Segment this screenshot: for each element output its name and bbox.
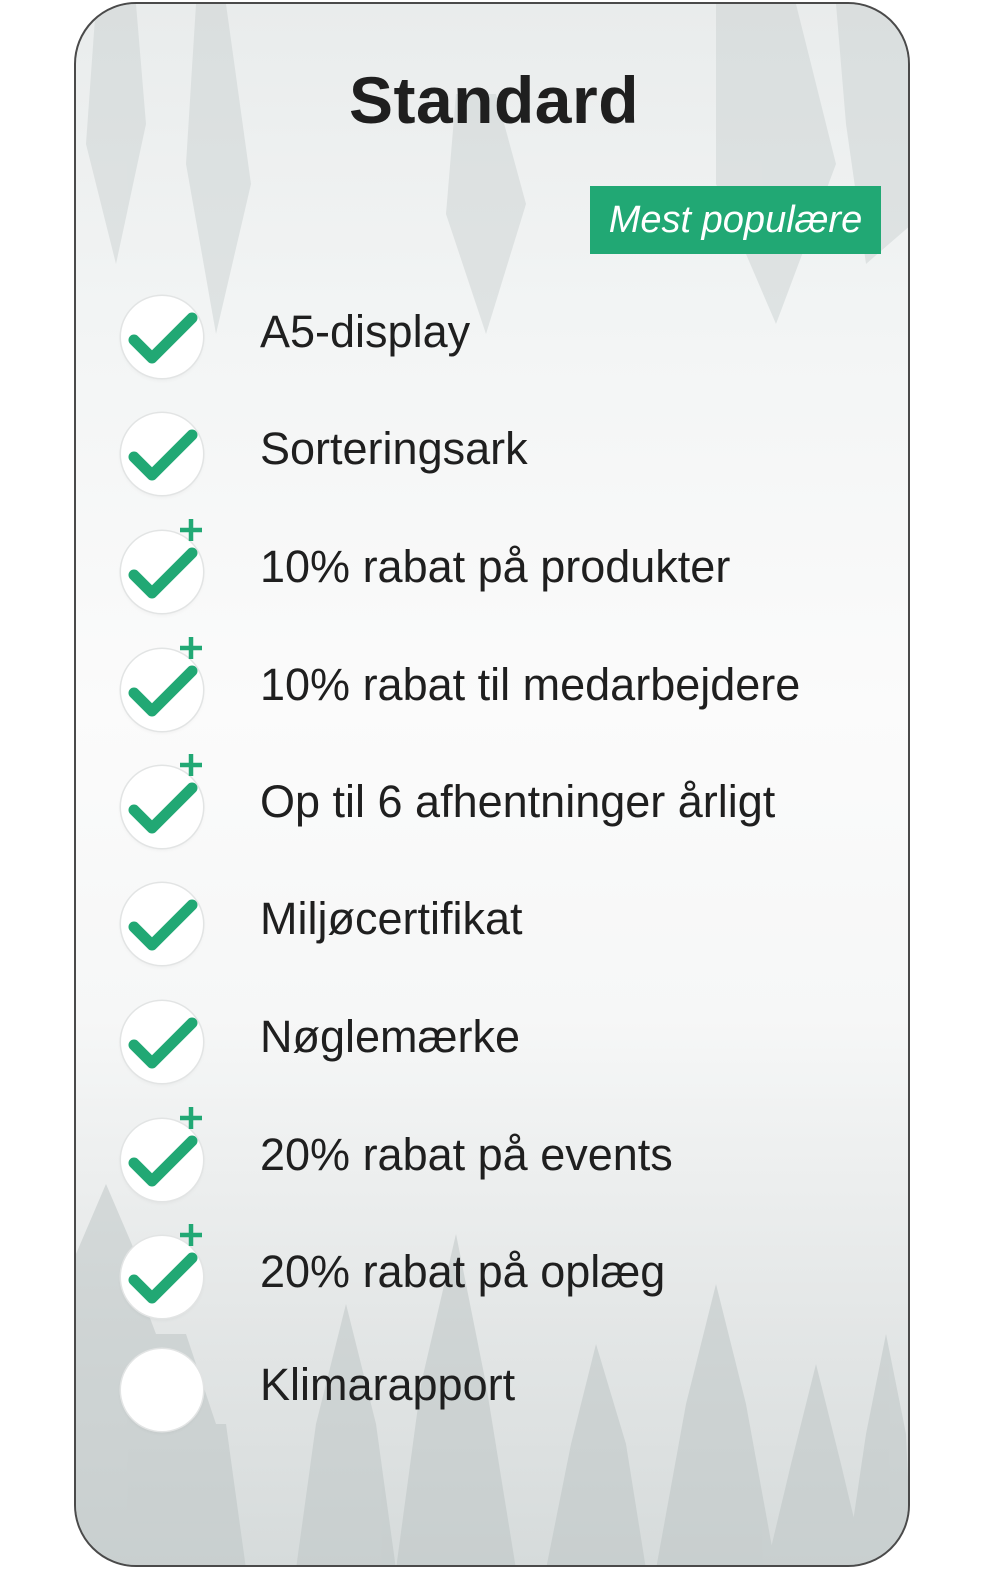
check-icon [128,663,198,719]
feature-label: 10% rabat på produkter [260,541,731,592]
feature-item [76,1119,910,1209]
feature-item [76,1236,910,1326]
most-popular-badge: Mest populære [590,186,881,254]
check-icon [128,427,198,483]
empty-circle-icon [121,1349,203,1431]
plus-icon [178,635,204,661]
plus-icon [178,1105,204,1131]
check-icon [128,1250,198,1306]
feature-label: Nøglemærke [260,1011,521,1062]
feature-label: Miljøcertifikat [260,893,523,944]
check-icon [128,780,198,836]
feature-item [76,766,910,856]
feature-label: 10% rabat til medarbejdere [260,659,801,710]
plus-icon [178,752,204,778]
feature-item [76,1001,910,1091]
check-icon [128,897,198,953]
plan-card [74,2,910,1567]
feature-label: Klimarapport [260,1359,516,1410]
check-icon [128,1015,198,1071]
plan-title: Standard [348,63,640,137]
check-icon [128,545,198,601]
feature-label: 20% rabat på events [260,1129,673,1180]
feature-item [76,649,910,739]
feature-item [76,413,910,503]
check-icon [128,1133,198,1189]
feature-label: Sorteringsark [260,423,528,474]
feature-label: Op til 6 afhentninger årligt [260,776,776,827]
feature-label: 20% rabat på oplæg [260,1246,666,1297]
plus-icon [178,517,204,543]
feature-label: A5-display [260,306,471,357]
feature-item [76,296,910,386]
plus-icon [178,1222,204,1248]
check-icon [128,310,198,366]
feature-item [76,1349,910,1439]
feature-item [76,883,910,973]
feature-item [76,531,910,621]
